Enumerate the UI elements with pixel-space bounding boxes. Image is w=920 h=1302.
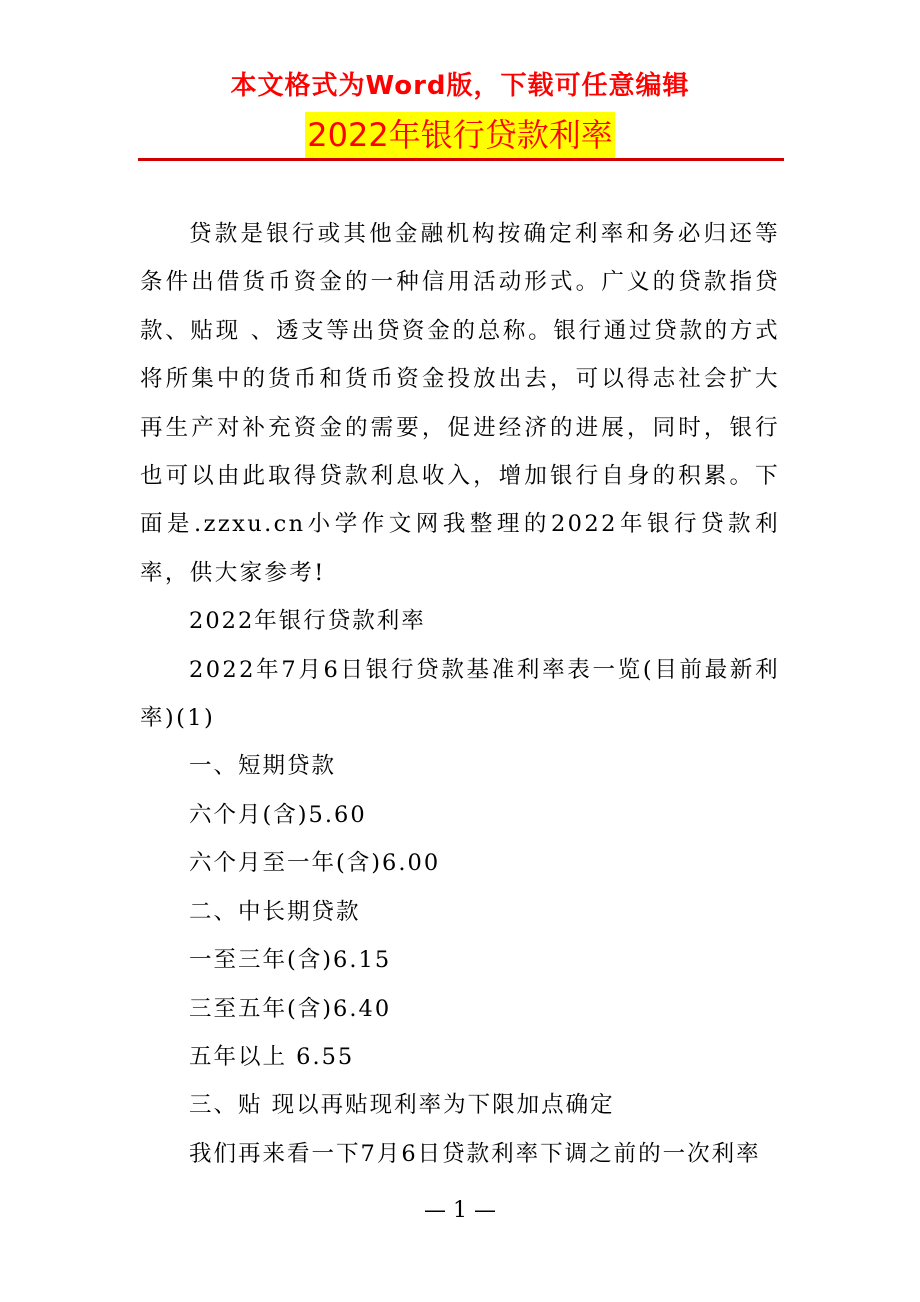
rate-table-intro: 2022年7月6日银行贷款基准利率表一览(目前最新利率)(1) <box>140 656 780 732</box>
rate-line: 三、贴 现以再贴现利率为下限加点确定 <box>189 1092 615 1119</box>
title-container <box>0 112 920 158</box>
rate-line: 六个月至一年(含)6.00 <box>189 850 441 877</box>
document-title: 2022年银行贷款利率 <box>305 112 614 158</box>
rate-line: 二、中长期贷款 <box>189 898 361 925</box>
closing-line: 我们再来看一下7月6日贷款利率下调之前的一次利率 <box>189 1140 761 1167</box>
rate-line: 三至五年(含)6.40 <box>189 995 392 1022</box>
rate-line: 一、短期贷款 <box>189 753 337 780</box>
page-number: — 1 — <box>424 1198 496 1223</box>
rate-line: 五年以上 6.55 <box>189 1043 355 1070</box>
rate-line: 一至三年(含)6.15 <box>189 947 392 974</box>
subheading: 2022年银行贷款利率 <box>189 608 426 635</box>
download-banner: 本文格式为Word版，下载可任意编辑 <box>230 71 690 101</box>
document-body <box>140 210 780 1178</box>
intro-paragraph: 贷款是银行或其他金融机构按确定利率和务必归还等条件出借货币资金的一种信用活动形式。广义的贷款指贷款、贴现 、透支等出贷资金的总称。银行通过贷款的方式将所集中的货币和货币资金投放出去，可以得志社会扩大再生产对补充资金的需要，促进经济的进展，同时，银行也可以由此取得贷款利息收入，增加银行自身的积累。下面是.zzxu.cn小学作文网我整理的2022年银行贷款利率，供大家参考! <box>140 221 780 586</box>
rate-line: 六个月(含)5.60 <box>189 801 367 828</box>
title-underline-rule <box>138 158 784 161</box>
